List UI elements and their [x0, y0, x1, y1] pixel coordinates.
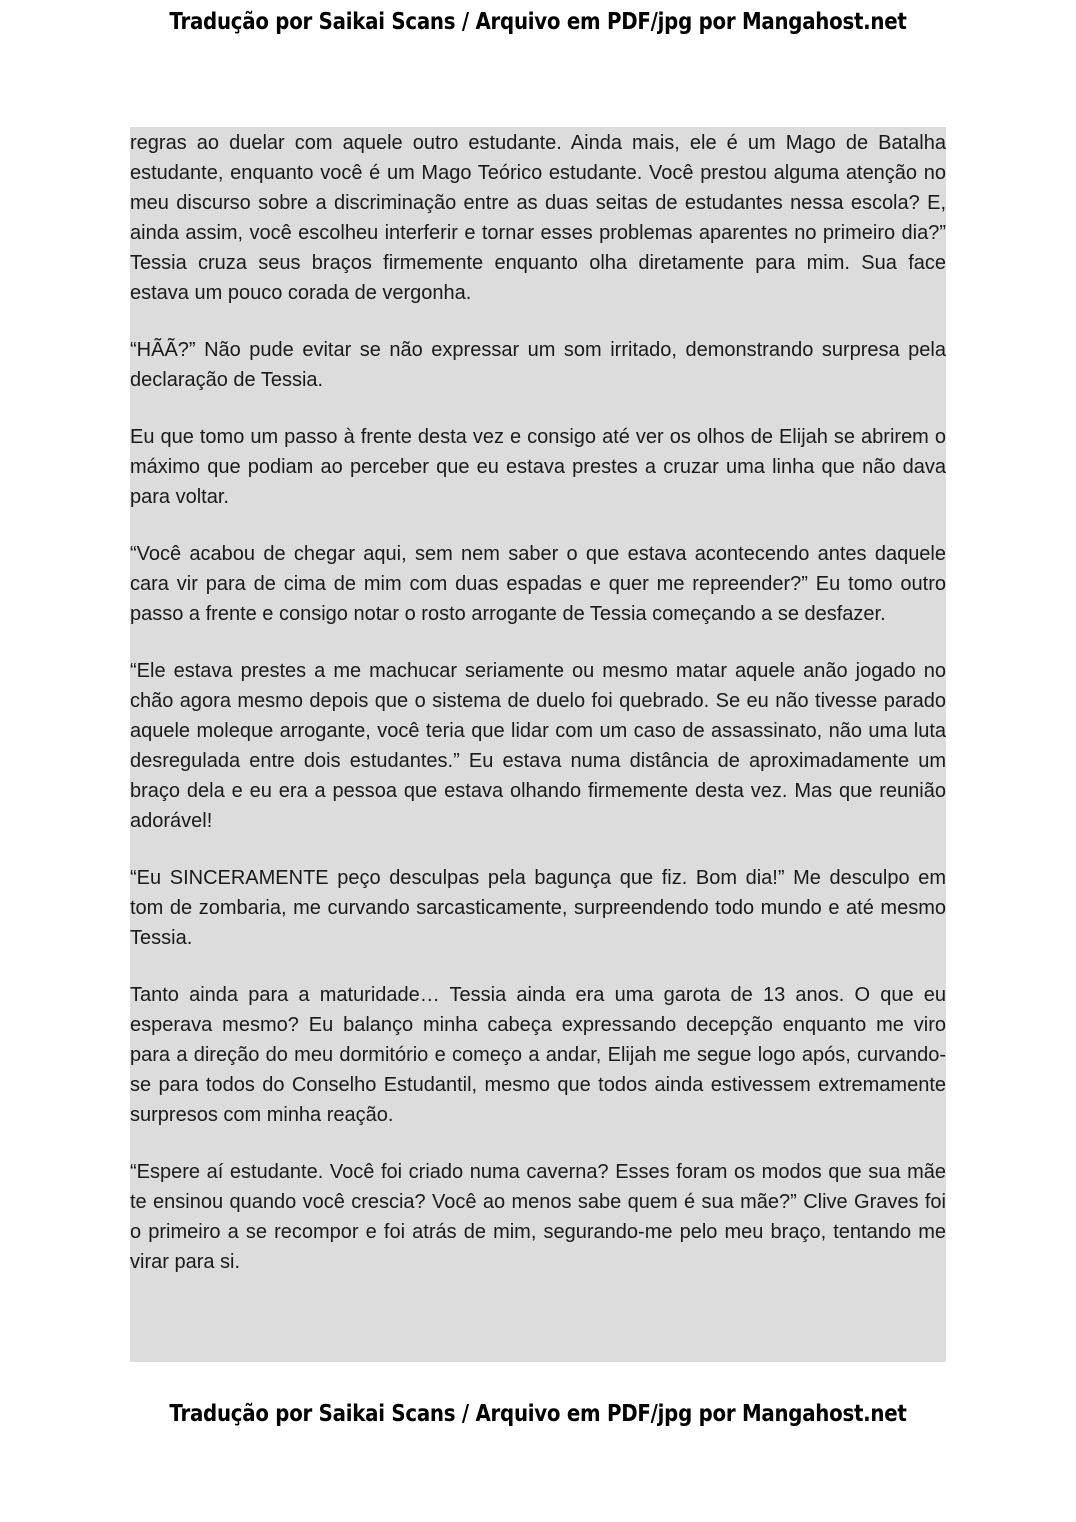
paragraph: “Você acabou de chegar aqui, sem nem saber o que estava acontecendo antes daquele cara vir para de cima de mim com duas espadas e quer me repreender?” Eu tomo outro passo a frente e consigo notar o rosto arrogante de Tessia começando a se desfazer.	[130, 543, 946, 625]
header-credit-banner: Tradução por Saikai Scans / Arquivo em PDF/jpg por Mangahost.net	[169, 9, 907, 35]
paragraph: “HÃÃ?” Não pude evitar se não expressar um som irritado, demonstrando surpresa pela declaração de Tessia.	[130, 339, 946, 391]
paragraph: “Espere aí estudante. Você foi criado numa caverna? Esses foram os modos que sua mãe te ensinou quando você crescia? Você ao menos sabe quem é sua mãe?” Clive Graves foi o primeiro a se recompor e foi atrás de mim, segurando-me pelo meu braço, tentando me virar para si.	[130, 1161, 946, 1273]
footer-credit-banner: Tradução por Saikai Scans / Arquivo em PDF/jpg por Mangahost.net	[169, 1401, 907, 1427]
page-text-block	[130, 127, 946, 1362]
paragraph: “Eu SINCERAMENTE peço desculpas pela bagunça que fiz. Bom dia!” Me desculpo em tom de zombaria, me curvando sarcasticamente, surpreendendo todo mundo e até mesmo Tessia.	[130, 867, 946, 949]
paragraph: Tanto ainda para a maturidade… Tessia ainda era uma garota de 13 anos. O que eu esperava mesmo? Eu balanço minha cabeça expressando decepção enquanto me viro para a direção do meu dormitório e começo a andar, Elijah me segue logo após, curvando-se para todos do Conselho Estudantil, mesmo que todos ainda estivessem extremamente surpresos com minha reação.	[130, 984, 946, 1126]
paragraph: “Ele estava prestes a me machucar seriamente ou mesmo matar aquele anão jogado no chão agora mesmo depois que o sistema de duelo foi quebrado. Se eu não tivesse parado aquele moleque arrogante, você teria que lidar com um caso de assassinato, não uma luta desregulada entre dois estudantes.” Eu estava numa distância de aproximadamente um braço dela e eu era a pessoa que estava olhando firmemente desta vez. Mas que reunião adorável!	[130, 660, 946, 832]
paragraph: regras ao duelar com aquele outro estudante. Ainda mais, ele é um Mago de Batalha estudante, enquanto você é um Mago Teórico estudante. Você prestou alguma atenção no meu discurso sobre a discriminação entre as duas seitas de estudantes nessa escola? E, ainda assim, você escolheu interferir e tornar esses problemas aparentes no primeiro dia?” Tessia cruza seus braços firmemente enquanto olha diretamente para mim. Sua face estava um pouco corada de vergonha.	[130, 132, 946, 304]
paragraph: Eu que tomo um passo à frente desta vez e consigo até ver os olhos de Elijah se abrirem o máximo que podiam ao perceber que eu estava prestes a cruzar uma linha que não dava para voltar.	[130, 426, 946, 508]
